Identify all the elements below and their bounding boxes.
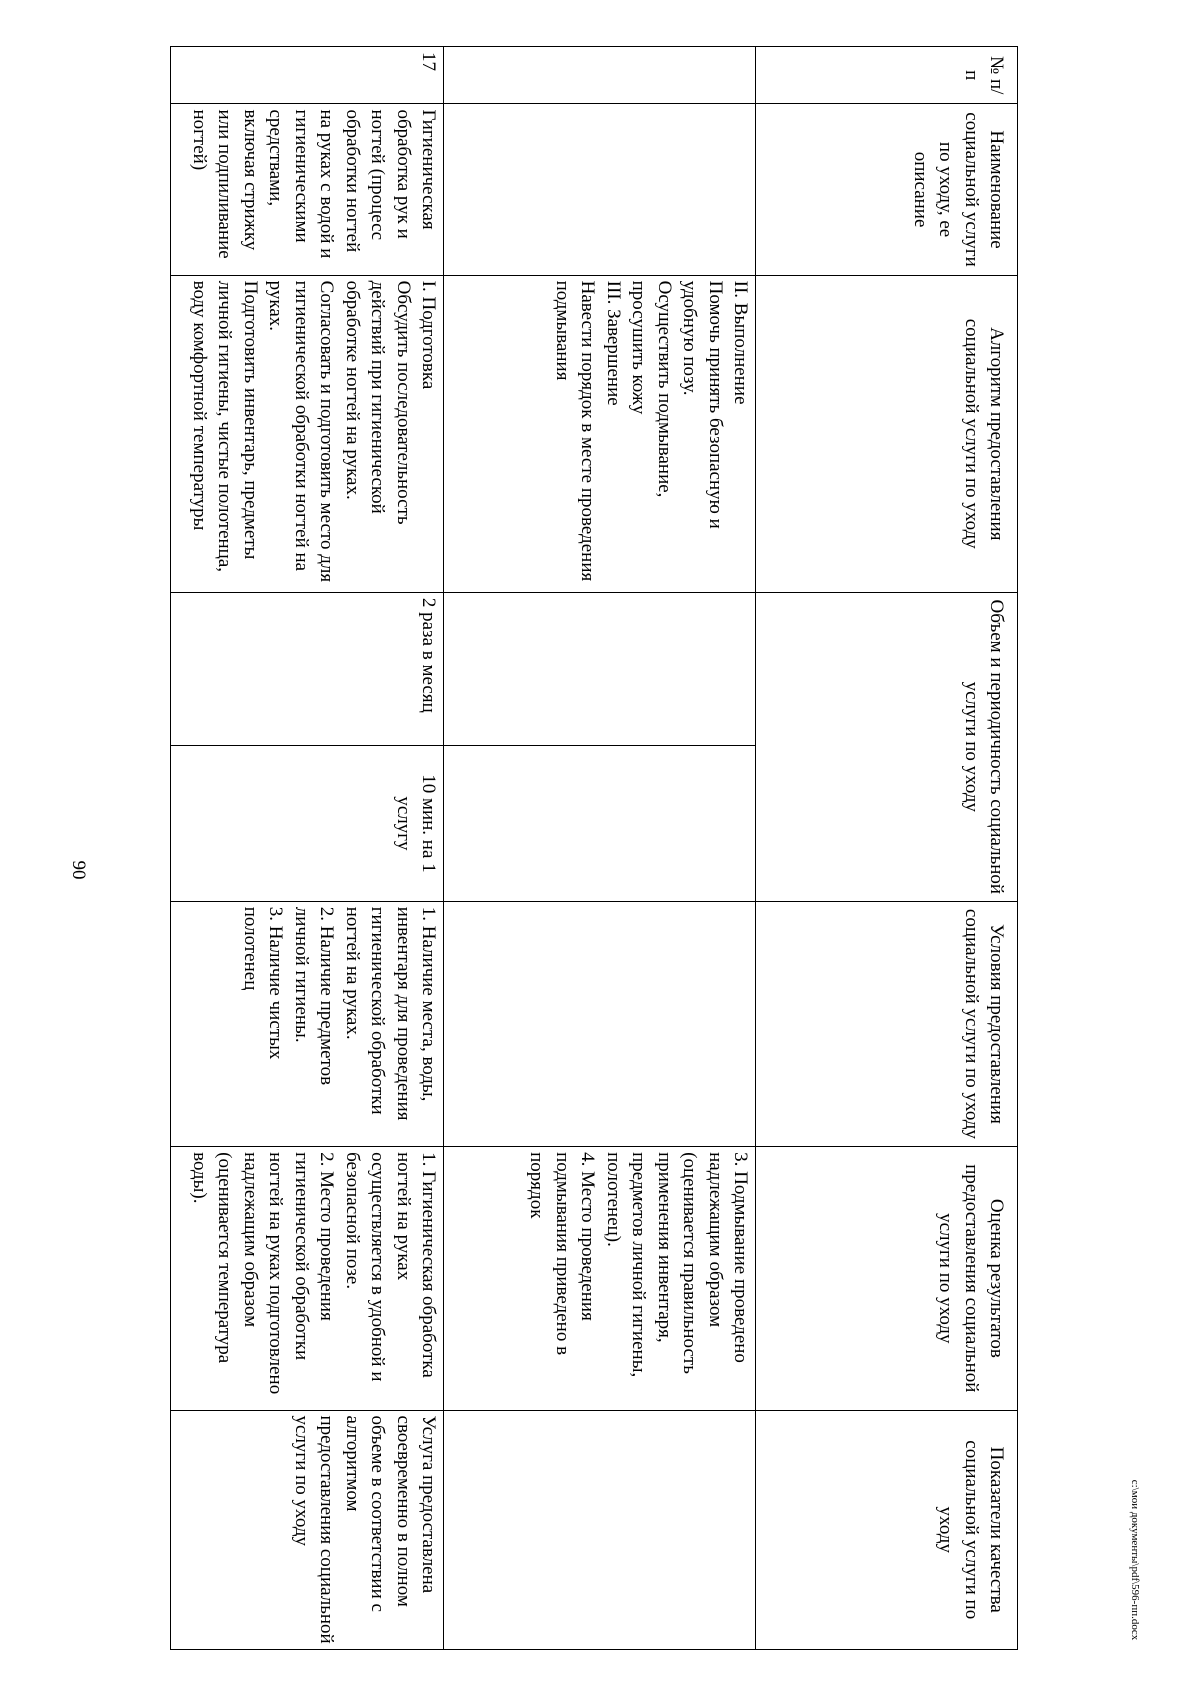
algorithm-line: Осуществить подмывание, просушить кожу	[628, 280, 675, 498]
header-num: № п/п	[756, 47, 1018, 104]
header-row	[756, 47, 1018, 1650]
cell-quality	[444, 1410, 756, 1649]
header-volume: Объем и периодичность социальной услуги по уходу	[756, 592, 1018, 901]
algorithm-line: Навести порядок в месте проведения подмывания	[551, 280, 599, 582]
algorithm-line: I. Подготовка	[418, 280, 439, 390]
cell-evaluation	[171, 1147, 444, 1410]
cell-algorithm	[171, 275, 444, 592]
cell-volume-amount: 10 мин. на 1 услугу	[171, 746, 444, 902]
algorithm-line: II. Выполнение	[730, 280, 751, 405]
table-row-continuation	[444, 47, 756, 1650]
cell-num: 17	[171, 47, 444, 104]
evaluation-line: 3. Подмывание проведено надлежащим образом (оценивается правильность применения инвентаря, предметов личной гигиены, полотенец).	[602, 1152, 751, 1378]
evaluation-line: 4. Место проведения подмывания приведено в порядок	[526, 1152, 599, 1356]
table-row-17	[171, 47, 444, 1650]
cell-quality: Услуга предоставлена своевременно в полном объеме в соответствии с алгоритмом предоставления социальной услуги по уходу	[171, 1410, 444, 1649]
evaluation-line: 1. Гигиеническая обработка ногтей на руках осуществляется в удобной и безопасной позе.	[341, 1152, 439, 1382]
cell-name	[444, 104, 756, 275]
services-table	[170, 46, 1018, 1650]
algorithm-line: Обсудить последовательность действий при гигиенической обработке ногтей на руках.	[341, 280, 414, 525]
cell-volume-periodicity: 2 раза в месяц	[171, 592, 444, 745]
footer-file-path: c:\мои документы\pdf\596-пп.docx	[1129, 1479, 1141, 1641]
header-conditions: Условия предоставления социальной услуги по уходу	[756, 901, 1018, 1146]
cell-volume-amount	[444, 746, 756, 902]
algorithm-line: Согласовать и подготовить место для гигиенической обработки ногтей на руках.	[265, 280, 338, 583]
cell-volume-periodicity	[444, 592, 756, 745]
cell-evaluation	[444, 1147, 756, 1410]
conditions-line: 1. Наличие места, воды, инвентаря для проведения гигиенической обработки ногтей на руках.	[341, 906, 439, 1121]
cell-conditions	[444, 901, 756, 1146]
evaluation-line: 2. Место проведения гигиенической обработки ногтей на руках подготовлено надлежащим образом (оценивается температура воды).	[188, 1152, 338, 1395]
conditions-line: 2. Наличие предметов личной гигиены.	[290, 906, 338, 1086]
page-number: 90	[68, 860, 89, 880]
header-algorithm: Алгоритм предоставления социальной услуги по уходу	[756, 275, 1018, 592]
algorithm-line: Помочь принять безопасную и удобную позу.	[679, 280, 726, 529]
conditions-line: 3. Наличие чистых полотенец	[239, 906, 287, 1060]
header-evaluation: Оценка результатов предоставления социальной услуги по уходу	[756, 1147, 1018, 1410]
algorithm-line: Подготовить инвентарь, предметы личной гигиены, чистые полотенца, воду комфортной температуры	[188, 280, 261, 573]
cell-algorithm	[444, 275, 756, 592]
cell-name: Гигиеническая обработка рук и ногтей (процесс обработки ногтей на руках с водой и гигиеническими средствами, включая стрижку или подпиливание ногтей)	[171, 104, 444, 275]
header-quality: Показатели качества социальной услуги по уходу	[756, 1410, 1018, 1649]
header-name: Наименование социальной услуги по уходу, ее описание	[756, 104, 1018, 275]
algorithm-line: III. Завершение	[602, 280, 624, 406]
table-wrapper	[170, 46, 1018, 1650]
cell-num	[444, 47, 756, 104]
cell-conditions	[171, 901, 444, 1146]
